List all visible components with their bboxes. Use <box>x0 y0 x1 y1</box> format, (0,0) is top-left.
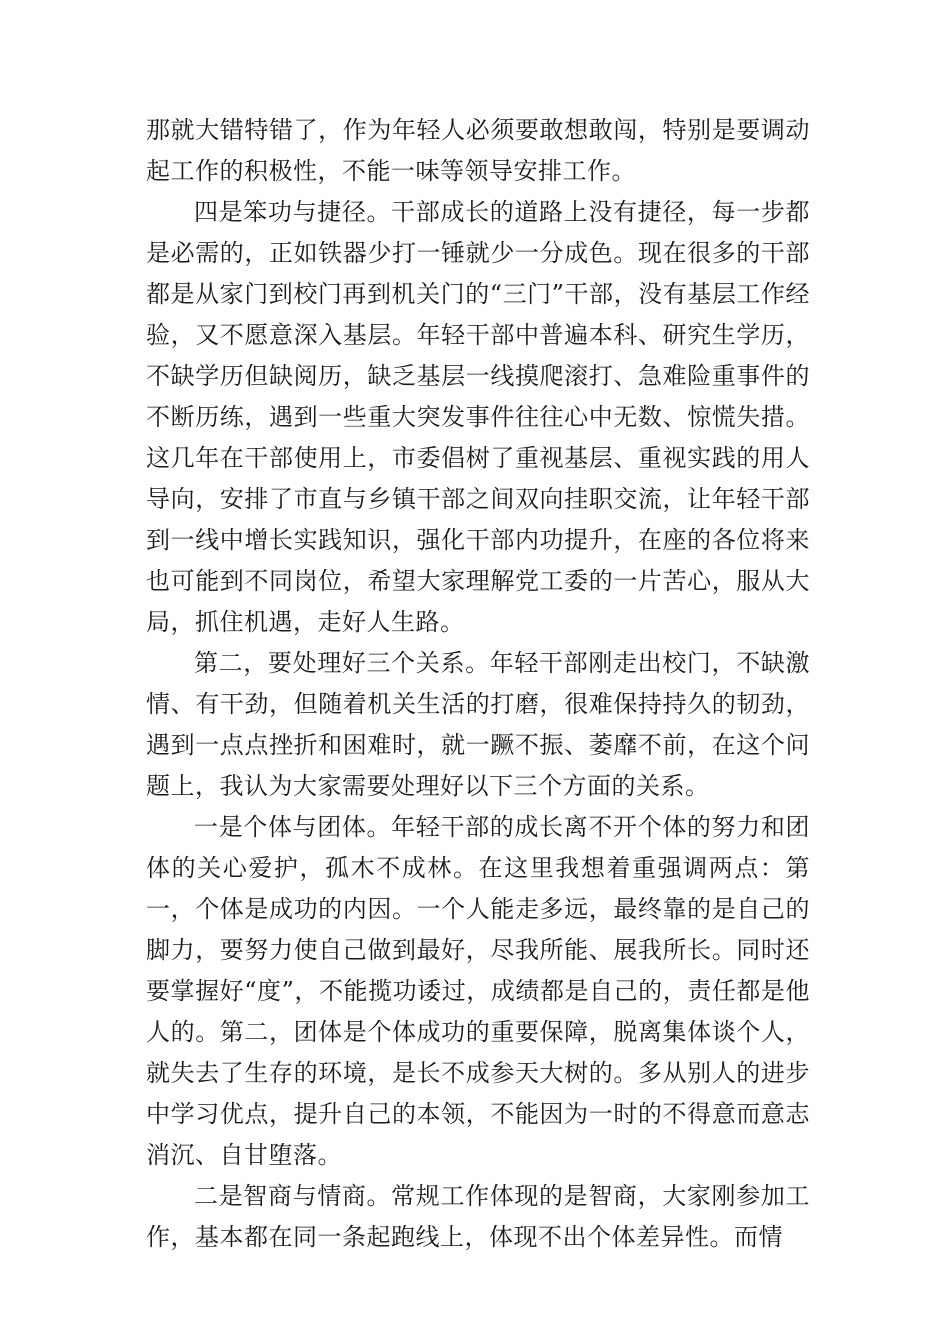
paragraph-individual-vs-team: 一是个体与团体。年轻干部的成长离不开个体的努力和团体的关心爱护，孤木不成林。在这里我想着重强调两点：第一，个体是成功的内因。一个人能走多远，最终靠的是自己的脚力，要努力使自己做到最好，尽我所能、展我所长。同时还要掌握好“度”，不能揽功诿过，成绩都是自己的，责任都是他人的。第二，团体是个体成功的重要保障，脱离集体谈个人，就失去了生存的环境，是长不成参天大树的。多从别人的进步中学习优点，提升自己的本领，不能因为一时的不得意而意志消沉、自甘堕落。 <box>146 813 810 1169</box>
document-page <box>146 110 810 1258</box>
paragraph-three-relationships: 第二，要处理好三个关系。年轻干部刚走出校门，不缺激情、有干劲，但随着机关生活的打磨，很难保持持久的韧劲，遇到一点点挫折和困难时，就一蹶不振、萎靡不前，在这个问题上，我认为大家需要处理好以下三个方面的关系。 <box>146 649 810 800</box>
paragraph-hard-work-vs-shortcut: 四是笨功与捷径。干部成长的道路上没有捷径，每一步都是必需的，正如铁器少打一锤就少一分成色。现在很多的干部都是从家门到校门再到机关门的“三门”干部，没有基层工作经验，又不愿意深入基层。年轻干部中普遍本科、研究生学历，不缺学历但缺阅历，缺乏基层一线摸爬滚打、急难险重事件的不断历练，遇到一些重大突发事件往往心中无数、惊慌失措。这几年在干部使用上，市委倡树了重视基层、重视实践的用人导向，安排了市直与乡镇干部之间双向挂职交流，让年轻干部到一线中增长实践知识，强化干部内功提升，在座的各位将来也可能到不同岗位，希望大家理解党工委的一片苦心，服从大局，抓住机遇，走好人生路。 <box>146 198 810 636</box>
paragraph-continuation: 那就大错特错了，作为年轻人必须要敢想敢闯，特别是要调动起工作的积极性，不能一味等领导安排工作。 <box>146 116 810 185</box>
paragraph-iq-vs-eq: 二是智商与情商。常规工作体现的是智商，大家刚参加工作，基本都在同一条起跑线上，体现不出个体差异性。而情 <box>146 1182 810 1251</box>
